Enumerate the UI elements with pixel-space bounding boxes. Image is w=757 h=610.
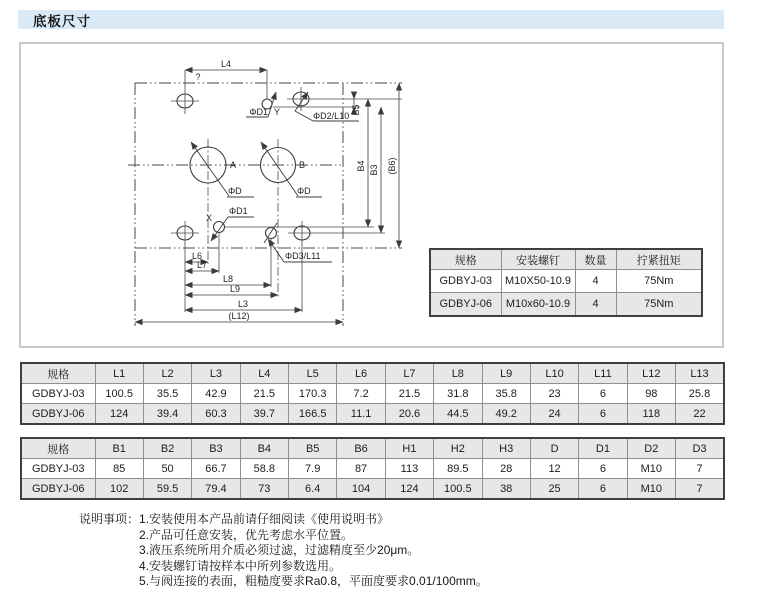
- cell: 66.7: [192, 459, 240, 479]
- dim-label-l7: L7: [196, 260, 208, 270]
- table-header-row: [21, 363, 724, 384]
- cell: 100.5: [434, 479, 482, 500]
- col-header: B6: [337, 438, 385, 459]
- col-header: L7: [385, 363, 433, 384]
- notes-label: 说明事项：: [79, 512, 140, 526]
- label-phid1-bottom: ΦD1: [229, 206, 248, 216]
- cell: 20.6: [385, 404, 433, 425]
- cell: 21.5: [240, 384, 288, 404]
- note-item: 2.产品可任意安装，优先考虑水平位置。: [139, 527, 354, 542]
- col-header: L1: [95, 363, 143, 384]
- cell: 104: [337, 479, 385, 500]
- cell: 12: [530, 459, 578, 479]
- cell-qty: 4: [575, 293, 616, 317]
- col-header: L3: [192, 363, 240, 384]
- holes: [177, 92, 310, 240]
- cell: 22: [676, 404, 725, 425]
- screw-spec-table: [429, 248, 703, 317]
- table-row: [430, 270, 702, 293]
- mark-question: ?: [195, 72, 201, 82]
- plate-outline: [128, 83, 402, 326]
- cell: 124: [95, 404, 143, 425]
- cell-screw: M10X50-10.9: [501, 270, 575, 293]
- col-header: L11: [579, 363, 627, 384]
- table-header-row: [430, 249, 702, 270]
- cell: 24: [530, 404, 578, 425]
- label-phid-b: ΦD: [297, 186, 311, 196]
- col-header: B2: [143, 438, 191, 459]
- cell: 44.5: [434, 404, 482, 425]
- col-header: L10: [530, 363, 578, 384]
- dim-label-l3: L3: [237, 299, 249, 309]
- col-header: D: [530, 438, 578, 459]
- col-header: L6: [337, 363, 385, 384]
- label-port-x: X: [205, 213, 213, 223]
- label-phid-a: ΦD: [228, 186, 242, 196]
- table-row: [21, 479, 724, 500]
- cell: 6.4: [289, 479, 337, 500]
- cell: 73: [240, 479, 288, 500]
- cell: 102: [95, 479, 143, 500]
- cell: M10: [627, 459, 675, 479]
- cell: 25: [530, 479, 578, 500]
- cell: 170.3: [289, 384, 337, 404]
- b-dimension-table: [20, 437, 725, 500]
- cell: 39.4: [143, 404, 191, 425]
- col-header: L4: [240, 363, 288, 384]
- dim-label-l4: L4: [220, 59, 232, 69]
- col-header: D1: [579, 438, 627, 459]
- extension-lines: [171, 70, 402, 312]
- label-phid1-top: ΦD1: [249, 107, 268, 117]
- note-item: 4.安装螺钉请按样本中所列参数选用。: [139, 558, 342, 573]
- cell: 166.5: [289, 404, 337, 425]
- label-phid3-l11: ΦD3/L11: [285, 251, 321, 261]
- label-port-y: Y: [274, 107, 281, 117]
- table-row: [21, 404, 724, 425]
- col-header: H3: [482, 438, 530, 459]
- col-header: 规格: [21, 438, 95, 459]
- dim-label-b4: B4: [356, 160, 366, 172]
- cell-model: GDBYJ-06: [430, 293, 501, 317]
- cell: 35.8: [482, 384, 530, 404]
- dim-label-l6: L6: [191, 251, 203, 261]
- cell: 118: [627, 404, 675, 425]
- col-header: B1: [95, 438, 143, 459]
- notes-block: [79, 512, 488, 590]
- cell: 23: [530, 384, 578, 404]
- dim-label-l12: (L12): [228, 311, 250, 321]
- table-row: [430, 293, 702, 317]
- note-item: 5.与阀连接的表面，粗糙度要求Ra0.8，平面度要求0.01/100mm。: [139, 574, 488, 589]
- l-dimension-table: [20, 362, 725, 425]
- col-header: L5: [289, 363, 337, 384]
- cell: 6: [579, 479, 627, 500]
- cell: 79.4: [192, 479, 240, 500]
- table-row: [21, 384, 724, 404]
- dim-label-l8: L8: [222, 274, 234, 284]
- section-title-bar: [18, 10, 724, 29]
- cell: 42.9: [192, 384, 240, 404]
- cell: 85: [95, 459, 143, 479]
- table-header-row: [21, 438, 724, 459]
- cell-torque: 75Nm: [616, 293, 702, 317]
- col-header: D3: [676, 438, 725, 459]
- cell: M10: [627, 479, 675, 500]
- col-header-model: 规格: [430, 249, 501, 270]
- col-header: B4: [240, 438, 288, 459]
- cell: 58.8: [240, 459, 288, 479]
- note-item: 3.液压系统所用介质必须过滤，过滤精度至少20μm。: [139, 543, 420, 558]
- cell: 28: [482, 459, 530, 479]
- col-header: B5: [289, 438, 337, 459]
- col-header: L2: [143, 363, 191, 384]
- cell: 35.5: [143, 384, 191, 404]
- cell: GDBYJ-03: [21, 384, 95, 404]
- cell: 25.8: [676, 384, 725, 404]
- cell: 59.5: [143, 479, 191, 500]
- dim-label-b6: (B6): [387, 157, 397, 175]
- drawing-panel: [19, 42, 724, 348]
- cell: GDBYJ-06: [21, 479, 95, 500]
- cell: 6: [579, 384, 627, 404]
- cell: 50: [143, 459, 191, 479]
- col-header: L9: [482, 363, 530, 384]
- cell: 87: [337, 459, 385, 479]
- dim-label-b5: B5: [351, 104, 361, 116]
- cell: 21.5: [385, 384, 433, 404]
- cell-model: GDBYJ-03: [430, 270, 501, 293]
- cell: GDBYJ-03: [21, 459, 95, 479]
- cell: 7.9: [289, 459, 337, 479]
- col-header: L8: [434, 363, 482, 384]
- cell-torque: 75Nm: [616, 270, 702, 293]
- col-header: D2: [627, 438, 675, 459]
- cell: 6: [579, 404, 627, 425]
- col-header-screw: 安装螺钉: [501, 249, 575, 270]
- cell: 49.2: [482, 404, 530, 425]
- cell: 39.7: [240, 404, 288, 425]
- cell: 6: [579, 459, 627, 479]
- cell: 98: [627, 384, 675, 404]
- cell: 89.5: [434, 459, 482, 479]
- cell: 7.2: [337, 384, 385, 404]
- col-header-qty: 数量: [575, 249, 616, 270]
- cell: 7: [676, 479, 725, 500]
- table-row: [21, 459, 724, 479]
- cell: 60.3: [192, 404, 240, 425]
- dim-label-b3: B3: [369, 164, 379, 176]
- cell: 124: [385, 479, 433, 500]
- cell: 38: [482, 479, 530, 500]
- label-port-b: B: [298, 160, 306, 170]
- label-phid2-l10: ΦD2/L10: [313, 111, 350, 121]
- cell: 11.1: [337, 404, 385, 425]
- label-port-a: A: [229, 160, 237, 170]
- page-title: 底板尺寸: [33, 13, 91, 29]
- cell: GDBYJ-06: [21, 404, 95, 425]
- col-header: 规格: [21, 363, 95, 384]
- col-header-torque: 拧紧扭矩: [616, 249, 702, 270]
- cell-screw: M10x60-10.9: [501, 293, 575, 317]
- centerlines: [205, 139, 278, 297]
- cell: 31.8: [434, 384, 482, 404]
- cell: 7: [676, 459, 725, 479]
- col-header: B3: [192, 438, 240, 459]
- col-header: L12: [627, 363, 675, 384]
- cell-qty: 4: [575, 270, 616, 293]
- col-header: L13: [676, 363, 725, 384]
- col-header: H2: [434, 438, 482, 459]
- cell: 113: [385, 459, 433, 479]
- cell: 100.5: [95, 384, 143, 404]
- dim-label-l9: L9: [229, 284, 241, 294]
- notes-items: [139, 512, 488, 590]
- col-header: H1: [385, 438, 433, 459]
- note-item: 1.安装使用本产品前请仔细阅读《使用说明书》: [139, 512, 390, 526]
